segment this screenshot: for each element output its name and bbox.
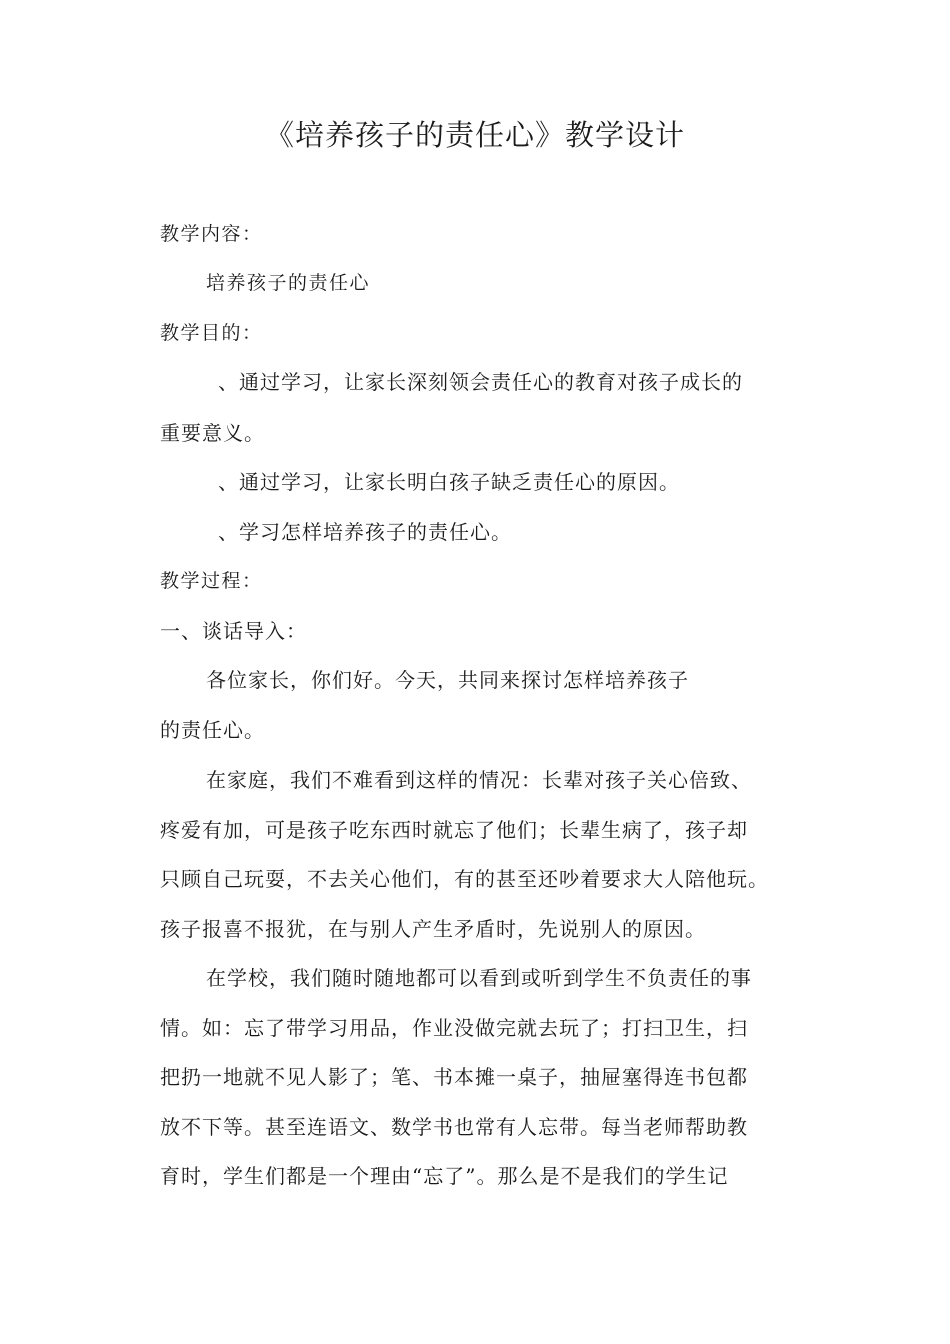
goal-item: 、通过学习，让家长深刻领会责任心的教育对孩子成长的 <box>218 370 743 394</box>
goal-item: 、学习怎样培养孩子的责任心。 <box>218 520 512 544</box>
goals-heading: 教学目的： <box>160 322 263 344</box>
content-text: 培养孩子的责任心 <box>206 272 371 294</box>
goal-item: 、通过学习，让家长明白孩子缺乏责任心的原因。 <box>218 470 680 494</box>
paragraph-line: 情。如：忘了带学习用品，作业没做完就去玩了；打扫卫生，扫 <box>160 1016 748 1040</box>
paragraph-line: 育时，学生们都是一个理由“忘了”。那么是不是我们的学生记 <box>160 1164 729 1188</box>
paragraph-line: 疼爱有加，可是孩子吃东西时就忘了他们；长辈生病了，孩子却 <box>160 818 748 842</box>
paragraph-line: 放不下等。甚至连语文、数学书也常有人忘带。每当老师帮助教 <box>160 1115 748 1139</box>
paragraph-line: 各位家长，你们好。今天，共同来探讨怎样培养孩子 <box>206 668 689 692</box>
goal-item-continuation: 重要意义。 <box>160 421 265 445</box>
paragraph-line: 孩子报喜不报犹，在与别人产生矛盾时，先说别人的原因。 <box>160 917 706 941</box>
document-title: 《培养孩子的责任心》教学设计 <box>264 118 685 152</box>
paragraph-line: 把扔一地就不见人影了；笔、书本摊一桌子，抽屉塞得连书包都 <box>160 1065 748 1089</box>
paragraph-line: 只顾自己玩耍，不去关心他们，有的甚至还吵着要求大人陪他玩。 <box>160 867 769 891</box>
paragraph-line: 的责任心。 <box>160 718 265 742</box>
process-heading: 教学过程： <box>160 570 263 592</box>
content-heading: 教学内容： <box>160 223 263 245</box>
paragraph-line: 在家庭，我们不难看到这样的情况：长辈对孩子关心倍致、 <box>206 768 752 792</box>
section-heading: 一、谈话导入： <box>160 619 307 643</box>
paragraph-line: 在学校，我们随时随地都可以看到或听到学生不负责任的事 <box>206 966 752 990</box>
